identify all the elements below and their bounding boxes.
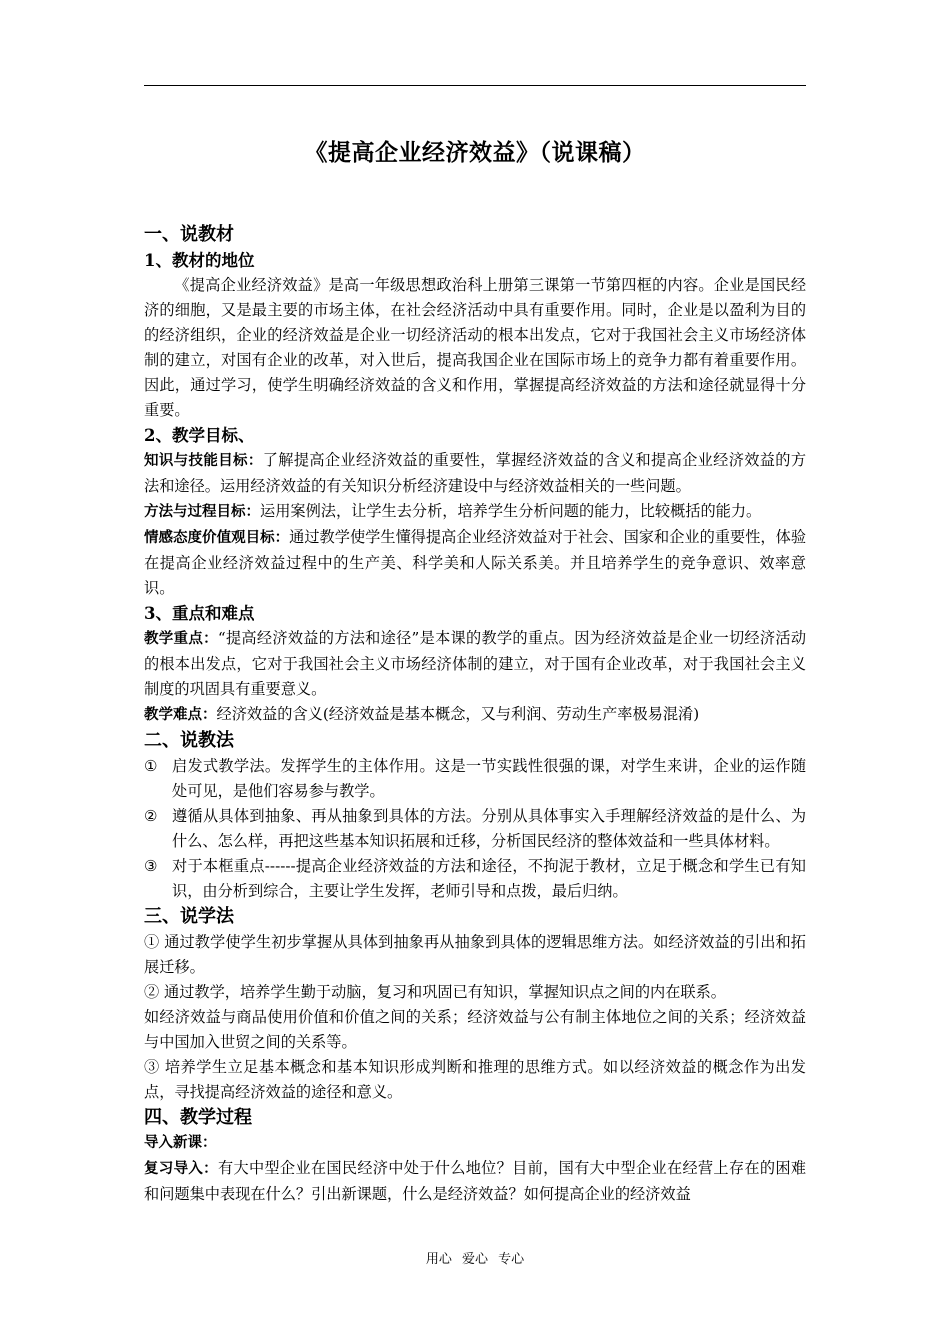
teaching-key-point <box>144 626 806 702</box>
textbook-position-paragraph: 《提高企业经济效益》是高一年级思想政治科上册第三课第一节第四框的内容。企业是国民经济的细胞，又是最主要的市场主体，在社会经济活动中具有重要作用。同时，企业是以盈利为目的的经济组织，企业的经济效益是企业一切经济活动的根本出发点，它对于我国社会主义市场经济体制的建立，对国有企业的改革，对入世后，提高我国企业在国际市场上的竞争力都有着重要作用。因此，通过学习，使学生明确经济效益的含义和作用，掌握提高经济效益的方法和途径就显得十分重要。 <box>144 276 806 419</box>
difficulty-text: 经济效益的含义(经济效益是基本概念，又与利润、劳动生产率极易混淆) <box>216 705 700 723</box>
document-body <box>144 222 806 1207</box>
goal-knowledge-label: 知识与技能目标： <box>144 453 263 469</box>
review-text: 有大中型企业在国民经济中处于什么地位？目前，国有大中型企业在经营上存在的困难和问题集中表现在什么？引出新课题，什么是经济效益？如何提高企业的经济效益 <box>144 1159 807 1203</box>
goal-method-text: 运用案例法，让学生去分析，培养学生分析问题的能力，比较概括的能力。 <box>260 502 762 520</box>
method-item <box>144 804 806 854</box>
section-heading-2: 二、说教法 <box>144 730 234 751</box>
study-method-paragraph: ③ 培养学生立足基本概念和基本知识形成判断和推理的思维方式。如以经济效益的概念作为出发点，寻找提高经济效益的途径和意义。 <box>144 1058 806 1101</box>
subsection-heading-1-1: 1、教材的地位 <box>144 251 255 270</box>
key-point-text: “提高经济效益的方法和途径”是本课的教学的重点。因为经济效益是企业一切经济活动的根本出发点，它对于我国社会主义市场经济体制的建立，对于国有企业改革，对于我国社会主义制度的巩固具有重要意义。 <box>144 629 807 698</box>
key-point-label: 教学重点： <box>144 631 218 647</box>
study-method-paragraph: 如经济效益与商品使用价值和价值之间的关系；经济效益与公有制主体地位之间的关系；经济效益与中国加入世贸之间的关系等。 <box>144 1008 806 1051</box>
section-heading-3: 三、说学法 <box>144 906 234 927</box>
review-intro <box>144 1156 806 1207</box>
method-item-text: 遵循从具体到抽象、再从抽象到具体的方法。分别从具体事实入手理解经济效益的是什么、为什么、怎么样，再把这些基本知识拓展和迁移，分析国民经济的整体效益和一些具体材料。 <box>172 807 806 850</box>
goal-method-label: 方法与过程目标： <box>144 504 260 520</box>
goal-emotion-text: 通过教学使学生懂得提高企业经济效益对于社会、国家和企业的重要性，体验在提高企业经济效益过程中的生产美、科学美和人际关系美。并且培养学生的竞争意识、效率意识。 <box>144 528 807 597</box>
method-item-number: ② <box>144 807 158 825</box>
study-method-paragraph: ① 通过教学使学生初步掌握从具体到抽象再从抽象到具体的逻辑思维方法。如经济效益的引出和拓展迁移。 <box>144 933 806 976</box>
subsection-heading-1-3: 3、重点和难点 <box>144 604 255 623</box>
section-heading-4: 四、教学过程 <box>144 1107 252 1128</box>
header-rule <box>144 85 806 86</box>
method-item-text: 启发式教学法。发挥学生的主体作用。这是一节实践性很强的课，对学生来讲，企业的运作随处可见，是他们容易参与教学。 <box>172 757 806 800</box>
intro-label: 导入新课： <box>144 1135 217 1151</box>
subsection-heading-1-2: 2、教学目标、 <box>144 426 255 445</box>
study-method-paragraph: ② 通过教学，培养学生勤于动脑，复习和巩固已有知识，掌握知识点之间的内在联系。 <box>144 983 726 1001</box>
method-item-number: ③ <box>144 857 158 875</box>
difficulty-label: 教学难点： <box>144 707 217 723</box>
goal-emotion <box>144 525 806 601</box>
section-heading-1: 一、说教材 <box>144 224 234 245</box>
method-item-text: 对于本框重点------提高企业经济效益的方法和途径，不拘泥于教材，立足于概念和学生已有知识，由分析到综合，主要让学生发挥，老师引导和点拨，最后归纳。 <box>172 857 806 900</box>
teaching-difficulty <box>144 702 806 728</box>
method-item <box>144 854 806 904</box>
goal-knowledge-text: 了解提高企业经济效益的重要性，掌握经济效益的含义和提高企业经济效益的方法和途径。运用经济效益的有关知识分析经济建设中与经济效益相关的一些问题。 <box>144 451 806 495</box>
method-item-number: ① <box>144 757 158 775</box>
goal-emotion-label: 情感态度价值观目标： <box>144 530 290 546</box>
document-title: 《提高企业经济效益》（说课稿） <box>304 139 646 166</box>
page-footer: 用心 爱心 专心 <box>425 1252 525 1267</box>
goal-knowledge <box>144 448 806 499</box>
review-label: 复习导入： <box>144 1161 218 1177</box>
method-item <box>144 754 806 804</box>
goal-method <box>144 499 806 525</box>
